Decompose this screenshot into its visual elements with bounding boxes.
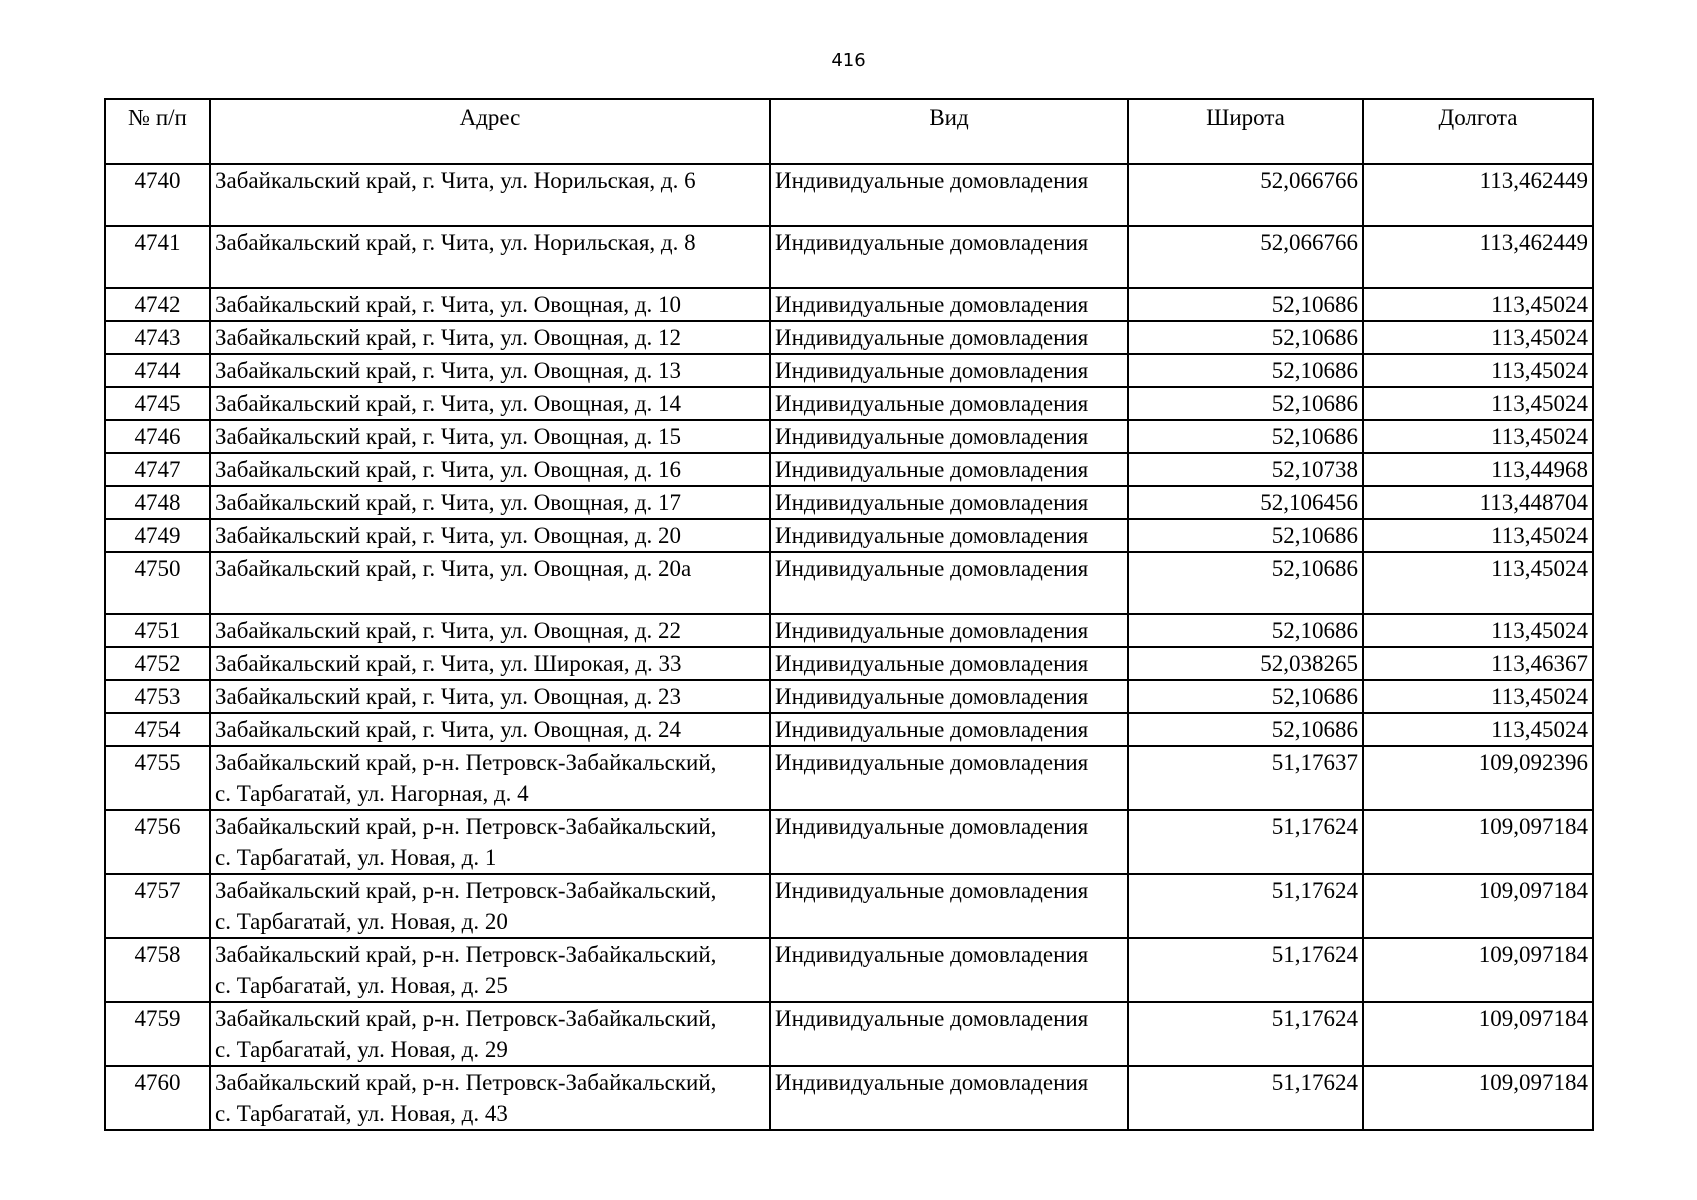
cell-latitude: 51,17637 — [1128, 746, 1363, 810]
table-row — [105, 874, 1593, 938]
address-line-1: Забайкальский край, р-н. Петровск-Забайкальский, — [215, 878, 717, 903]
cell-latitude: 52,10686 — [1128, 288, 1363, 321]
cell-longitude: 113,45024 — [1363, 420, 1593, 453]
table-row — [105, 680, 1593, 713]
address-line-2: с. Тарбагатай, ул. Новая, д. 25 — [215, 973, 508, 998]
cell-address — [210, 164, 770, 226]
table-row — [105, 1002, 1593, 1066]
cell-address — [210, 647, 770, 680]
address-line-1: Забайкальский край, г. Чита, ул. Овощная, д. 24 — [215, 717, 682, 742]
header-latitude: Широта — [1128, 99, 1363, 164]
address-line-1: Забайкальский край, г. Чита, ул. Овощная, д. 22 — [215, 618, 682, 643]
table-row — [105, 354, 1593, 387]
cell-latitude: 52,106456 — [1128, 486, 1363, 519]
cell-longitude: 109,097184 — [1363, 810, 1593, 874]
cell-address — [210, 938, 770, 1002]
cell-address — [210, 810, 770, 874]
cell-type: Индивидуальные домовладения — [770, 354, 1128, 387]
cell-latitude: 52,10686 — [1128, 614, 1363, 647]
cell-type: Индивидуальные домовладения — [770, 519, 1128, 552]
header-address: Адрес — [210, 99, 770, 164]
cell-address — [210, 387, 770, 420]
page-number: 416 — [831, 50, 866, 71]
cell-address — [210, 453, 770, 486]
table-row — [105, 1066, 1593, 1130]
address-line-1: Забайкальский край, р-н. Петровск-Забайкальский, — [215, 1070, 717, 1095]
cell-longitude: 113,45024 — [1363, 713, 1593, 746]
address-line-1: Забайкальский край, г. Чита, ул. Овощная, д. 16 — [215, 457, 682, 482]
cell-type: Индивидуальные домовладения — [770, 420, 1128, 453]
table-row — [105, 552, 1593, 614]
table-row — [105, 614, 1593, 647]
cell-num: 4752 — [105, 647, 210, 680]
cell-address — [210, 874, 770, 938]
table-row — [105, 519, 1593, 552]
table-row — [105, 387, 1593, 420]
cell-longitude: 109,097184 — [1363, 1066, 1593, 1130]
cell-address — [210, 614, 770, 647]
address-table — [104, 98, 1594, 1131]
cell-type: Индивидуальные домовладения — [770, 874, 1128, 938]
cell-num: 4743 — [105, 321, 210, 354]
cell-longitude: 109,097184 — [1363, 1002, 1593, 1066]
cell-num: 4759 — [105, 1002, 210, 1066]
cell-num: 4754 — [105, 713, 210, 746]
cell-longitude: 113,462449 — [1363, 226, 1593, 288]
cell-longitude: 109,092396 — [1363, 746, 1593, 810]
address-line-2: с. Тарбагатай, ул. Новая, д. 1 — [215, 845, 497, 870]
cell-longitude: 113,462449 — [1363, 164, 1593, 226]
cell-type: Индивидуальные домовладения — [770, 1066, 1128, 1130]
cell-latitude: 52,10686 — [1128, 354, 1363, 387]
table-row — [105, 453, 1593, 486]
cell-latitude: 52,066766 — [1128, 164, 1363, 226]
cell-latitude: 51,17624 — [1128, 1066, 1363, 1130]
cell-num: 4749 — [105, 519, 210, 552]
cell-num: 4760 — [105, 1066, 210, 1130]
cell-longitude: 113,45024 — [1363, 354, 1593, 387]
cell-address — [210, 321, 770, 354]
cell-longitude: 113,45024 — [1363, 321, 1593, 354]
table-body — [105, 164, 1593, 1130]
table-row — [105, 713, 1593, 746]
cell-num: 4756 — [105, 810, 210, 874]
cell-address — [210, 746, 770, 810]
table-row — [105, 746, 1593, 810]
cell-address — [210, 288, 770, 321]
cell-longitude: 109,097184 — [1363, 874, 1593, 938]
cell-longitude: 113,448704 — [1363, 486, 1593, 519]
cell-latitude: 52,10686 — [1128, 420, 1363, 453]
address-line-1: Забайкальский край, р-н. Петровск-Забайкальский, — [215, 942, 717, 967]
address-line-2: с. Тарбагатай, ул. Нагорная, д. 4 — [215, 781, 529, 806]
cell-num: 4746 — [105, 420, 210, 453]
cell-type: Индивидуальные домовладения — [770, 713, 1128, 746]
cell-longitude: 113,45024 — [1363, 288, 1593, 321]
cell-type: Индивидуальные домовладения — [770, 226, 1128, 288]
cell-address — [210, 713, 770, 746]
cell-num: 4755 — [105, 746, 210, 810]
table-header-row — [105, 99, 1593, 164]
address-line-2: с. Тарбагатай, ул. Новая, д. 20 — [215, 909, 508, 934]
address-line-1: Забайкальский край, р-н. Петровск-Забайкальский, — [215, 814, 717, 839]
cell-latitude: 51,17624 — [1128, 874, 1363, 938]
cell-type: Индивидуальные домовладения — [770, 746, 1128, 810]
cell-type: Индивидуальные домовладения — [770, 321, 1128, 354]
cell-num: 4753 — [105, 680, 210, 713]
address-line-1: Забайкальский край, г. Чита, ул. Овощная, д. 14 — [215, 391, 682, 416]
cell-num: 4750 — [105, 552, 210, 614]
cell-address — [210, 680, 770, 713]
header-num: № п/п — [105, 99, 210, 164]
cell-num: 4747 — [105, 453, 210, 486]
table-row — [105, 938, 1593, 1002]
cell-num: 4741 — [105, 226, 210, 288]
cell-latitude: 51,17624 — [1128, 810, 1363, 874]
address-line-1: Забайкальский край, г. Чита, ул. Широкая, д. 33 — [215, 651, 682, 676]
cell-longitude: 113,45024 — [1363, 614, 1593, 647]
cell-address — [210, 1002, 770, 1066]
cell-num: 4742 — [105, 288, 210, 321]
table-row — [105, 321, 1593, 354]
cell-num: 4744 — [105, 354, 210, 387]
cell-type: Индивидуальные домовладения — [770, 614, 1128, 647]
cell-address — [210, 519, 770, 552]
cell-latitude: 52,10686 — [1128, 321, 1363, 354]
cell-type: Индивидуальные домовладения — [770, 938, 1128, 1002]
cell-latitude: 52,10686 — [1128, 713, 1363, 746]
address-line-1: Забайкальский край, г. Чита, ул. Овощная, д. 15 — [215, 424, 682, 449]
cell-num: 4740 — [105, 164, 210, 226]
cell-type: Индивидуальные домовладения — [770, 552, 1128, 614]
address-line-1: Забайкальский край, р-н. Петровск-Забайкальский, — [215, 1006, 717, 1031]
address-line-1: Забайкальский край, г. Чита, ул. Овощная, д. 20 — [215, 523, 682, 548]
address-line-2: с. Тарбагатай, ул. Новая, д. 43 — [215, 1101, 508, 1126]
cell-latitude: 51,17624 — [1128, 1002, 1363, 1066]
cell-num: 4758 — [105, 938, 210, 1002]
table-row — [105, 420, 1593, 453]
cell-type: Индивидуальные домовладения — [770, 486, 1128, 519]
table-row — [105, 288, 1593, 321]
address-line-1: Забайкальский край, г. Чита, ул. Овощная, д. 20а — [215, 556, 692, 581]
address-line-1: Забайкальский край, р-н. Петровск-Забайкальский, — [215, 750, 717, 775]
cell-latitude: 52,10686 — [1128, 519, 1363, 552]
table-row — [105, 164, 1593, 226]
table-row — [105, 647, 1593, 680]
cell-type: Индивидуальные домовладения — [770, 288, 1128, 321]
cell-num: 4757 — [105, 874, 210, 938]
address-line-1: Забайкальский край, г. Чита, ул. Овощная, д. 17 — [215, 490, 682, 515]
cell-longitude: 113,45024 — [1363, 387, 1593, 420]
cell-type: Индивидуальные домовладения — [770, 680, 1128, 713]
header-type: Вид — [770, 99, 1128, 164]
address-line-2: с. Тарбагатай, ул. Новая, д. 29 — [215, 1037, 508, 1062]
cell-address — [210, 420, 770, 453]
cell-latitude: 52,066766 — [1128, 226, 1363, 288]
cell-latitude: 52,10686 — [1128, 680, 1363, 713]
cell-latitude: 52,038265 — [1128, 647, 1363, 680]
cell-longitude: 109,097184 — [1363, 938, 1593, 1002]
cell-latitude: 51,17624 — [1128, 938, 1363, 1002]
address-line-1: Забайкальский край, г. Чита, ул. Овощная, д. 12 — [215, 325, 682, 350]
address-line-1: Забайкальский край, г. Чита, ул. Норильская, д. 8 — [215, 230, 696, 255]
cell-type: Индивидуальные домовладения — [770, 810, 1128, 874]
table-row — [105, 226, 1593, 288]
cell-type: Индивидуальные домовладения — [770, 164, 1128, 226]
cell-address — [210, 486, 770, 519]
address-line-1: Забайкальский край, г. Чита, ул. Овощная, д. 23 — [215, 684, 682, 709]
cell-longitude: 113,45024 — [1363, 680, 1593, 713]
table-row — [105, 810, 1593, 874]
cell-num: 4745 — [105, 387, 210, 420]
cell-latitude: 52,10738 — [1128, 453, 1363, 486]
cell-longitude: 113,45024 — [1363, 519, 1593, 552]
cell-address — [210, 1066, 770, 1130]
address-line-1: Забайкальский край, г. Чита, ул. Норильская, д. 6 — [215, 168, 696, 193]
cell-type: Индивидуальные домовладения — [770, 453, 1128, 486]
cell-num: 4751 — [105, 614, 210, 647]
address-line-1: Забайкальский край, г. Чита, ул. Овощная, д. 13 — [215, 358, 682, 383]
table-row — [105, 486, 1593, 519]
cell-address — [210, 552, 770, 614]
cell-address — [210, 354, 770, 387]
header-longitude: Долгота — [1363, 99, 1593, 164]
cell-longitude: 113,46367 — [1363, 647, 1593, 680]
cell-type: Индивидуальные домовладения — [770, 1002, 1128, 1066]
cell-latitude: 52,10686 — [1128, 552, 1363, 614]
cell-address — [210, 226, 770, 288]
cell-latitude: 52,10686 — [1128, 387, 1363, 420]
cell-type: Индивидуальные домовладения — [770, 647, 1128, 680]
address-line-1: Забайкальский край, г. Чита, ул. Овощная, д. 10 — [215, 292, 682, 317]
cell-longitude: 113,44968 — [1363, 453, 1593, 486]
cell-num: 4748 — [105, 486, 210, 519]
cell-longitude: 113,45024 — [1363, 552, 1593, 614]
cell-type: Индивидуальные домовладения — [770, 387, 1128, 420]
